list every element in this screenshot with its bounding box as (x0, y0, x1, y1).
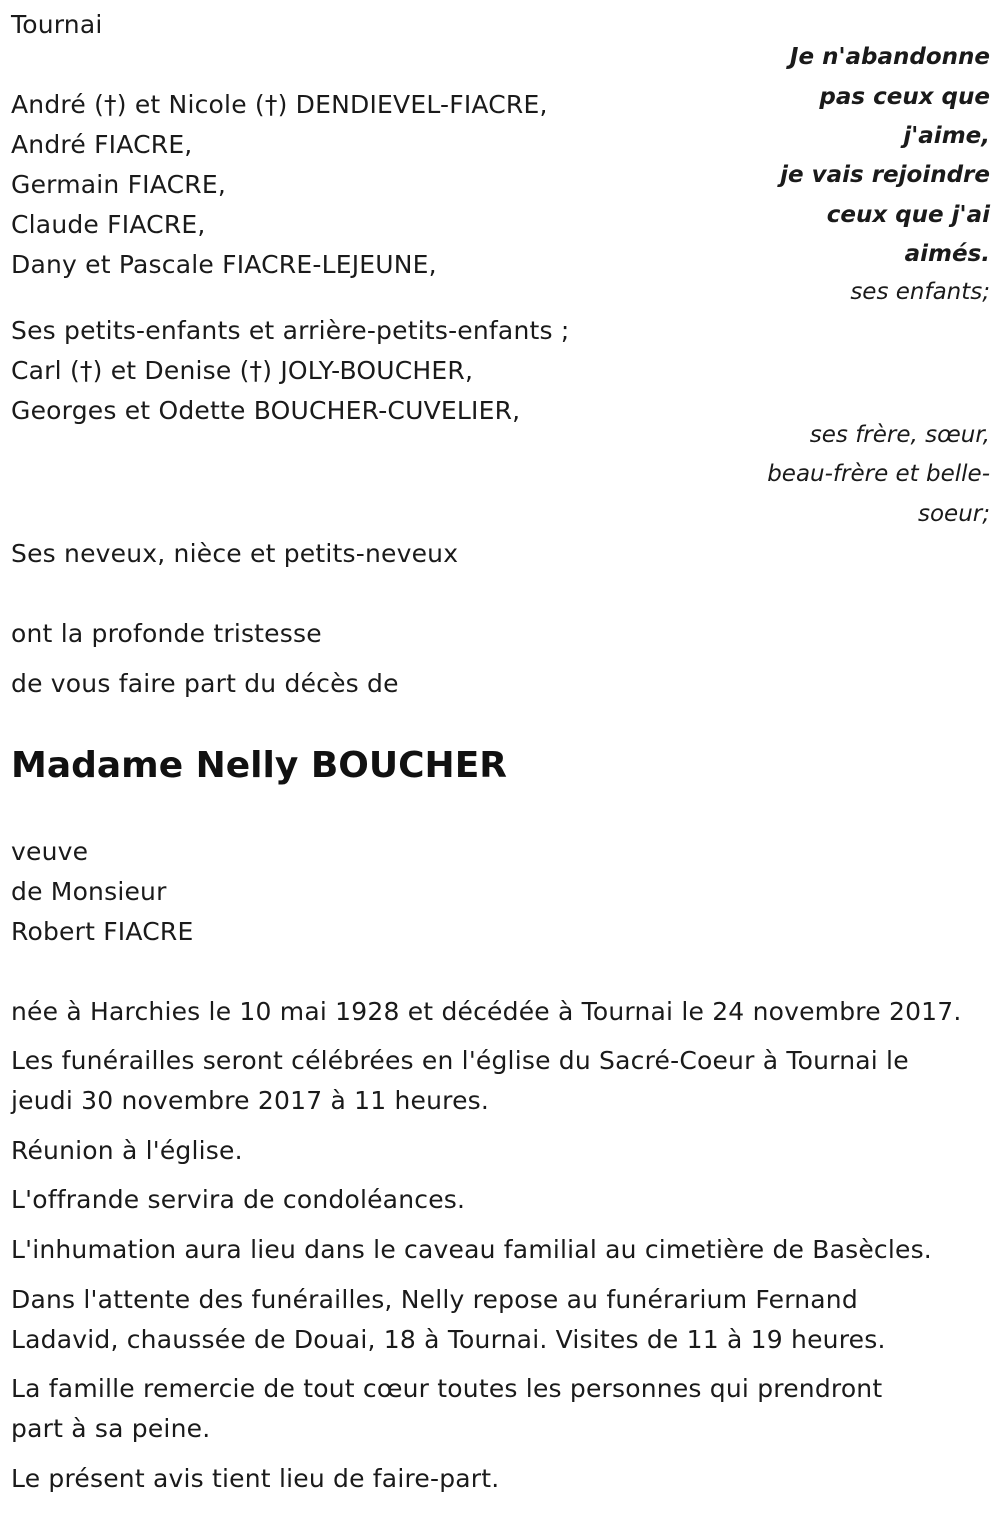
child-line: Germain FIACRE, (11, 170, 226, 199)
detail-line: Les funérailles seront célébrées en l'église du Sacré-Coeur à Tournai le (11, 1046, 909, 1075)
announce-line: ont la profonde tristesse (11, 619, 322, 648)
widow-line: veuve (11, 837, 89, 866)
sibling-line: Georges et Odette BOUCHER-CUVELIER, (11, 396, 521, 425)
widow-line: Robert FIACRE (11, 917, 194, 946)
quote-line: aimés. (904, 241, 990, 267)
sibling-line: Carl (†) et Denise (†) JOLY-BOUCHER, (11, 356, 474, 385)
deceased-name: Madame Nelly BOUCHER (11, 745, 508, 786)
city: Tournai (11, 10, 103, 39)
siblings-role-line: ses frère, sœur, (809, 422, 990, 448)
siblings-role-line: soeur; (918, 501, 990, 527)
children-role: ses enfants; (850, 279, 990, 305)
detail-line: L'inhumation aura lieu dans le caveau familial au cimetière de Basècles. (11, 1235, 932, 1264)
nephews: Ses neveux, nièce et petits-neveux (11, 539, 459, 568)
announce-line: de vous faire part du décès de (11, 669, 399, 698)
detail-line: L'offrande servira de condoléances. (11, 1185, 466, 1214)
quote-line: ceux que j'ai (826, 202, 990, 228)
detail-line: Le présent avis tient lieu de faire-part. (11, 1464, 500, 1493)
quote-line: je vais rejoindre (780, 162, 990, 188)
detail-line: part à sa peine. (11, 1414, 211, 1443)
quote-line: pas ceux que (819, 84, 990, 110)
siblings-role-line: beau-frère et belle- (767, 461, 990, 487)
child-line: André (†) et Nicole (†) DENDIEVEL-FIACRE, (11, 90, 548, 119)
widow-line: de Monsieur (11, 877, 167, 906)
quote-line: Je n'abandonne (789, 44, 990, 70)
detail-line: née à Harchies le 10 mai 1928 et décédée à Tournai le 24 novembre 2017. (11, 997, 962, 1026)
child-line: Dany et Pascale FIACRE-LEJEUNE, (11, 250, 437, 279)
sibling-line: Ses petits-enfants et arrière-petits-enfants ; (11, 316, 570, 345)
detail-line: La famille remercie de tout cœur toutes les personnes qui prendront (11, 1374, 883, 1403)
quote-line: j'aime, (903, 123, 990, 149)
detail-line: Dans l'attente des funérailles, Nelly repose au funérarium Fernand (11, 1285, 858, 1314)
detail-line: Réunion à l'église. (11, 1136, 243, 1165)
child-line: André FIACRE, (11, 130, 193, 159)
child-line: Claude FIACRE, (11, 210, 206, 239)
detail-line: jeudi 30 novembre 2017 à 11 heures. (11, 1086, 490, 1115)
detail-line: Ladavid, chaussée de Douai, 18 à Tournai. Visites de 11 à 19 heures. (11, 1325, 886, 1354)
